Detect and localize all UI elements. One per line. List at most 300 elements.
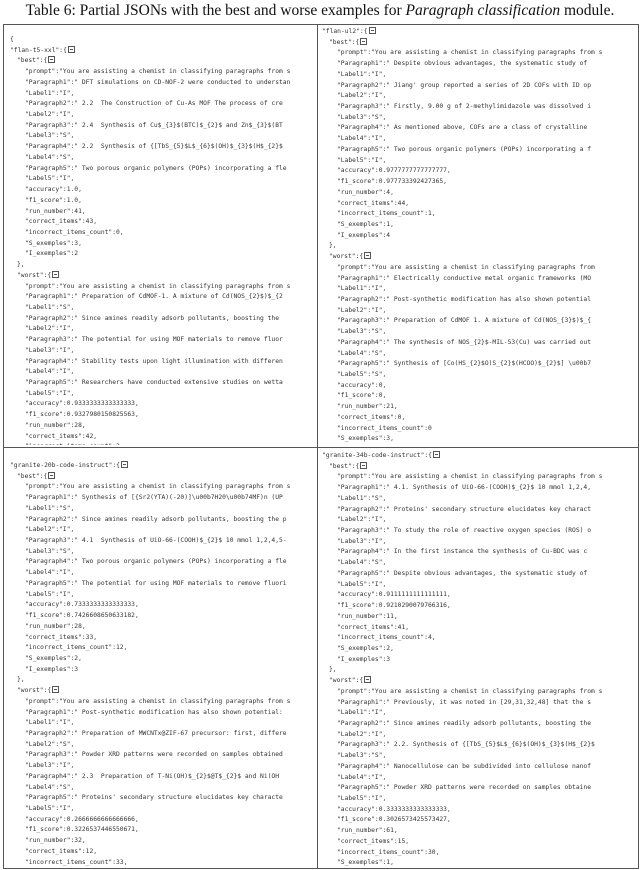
json-line-text: "Label1":"I",: [25, 719, 75, 727]
json-line-text: "Label2":"I",: [337, 730, 387, 738]
json-line: [322, 338, 636, 349]
json-line-text: "Paragraph1":" 4.1. Synthesis of UiO-66-(COOH)$_{2}$ 10 mmol 1,2,4,: [337, 484, 592, 492]
json-line: [322, 424, 636, 435]
json-line: [322, 773, 636, 784]
json-line-text: "Paragraph1":" Electrically conductive metal organic frameworks (MO: [337, 274, 592, 282]
json-line: [10, 153, 314, 164]
json-line: [322, 70, 636, 81]
panel-granite-34b-code-instruct: [322, 451, 636, 867]
json-line: [10, 482, 314, 493]
json-line: [10, 525, 314, 536]
json-line: [322, 263, 636, 274]
json-line: [322, 558, 636, 569]
json-line: [10, 67, 314, 78]
json-line: [322, 188, 636, 199]
json-line: [10, 579, 314, 590]
json-line-text: "Label3":"S",: [337, 752, 387, 760]
json-line: [322, 231, 636, 242]
json-line: [10, 472, 314, 483]
json-table: [3, 24, 639, 869]
json-line: [322, 612, 636, 623]
json-line-text: "correct_items":12,: [25, 847, 98, 855]
json-line-text: "accuracy":0.9111111111111111,: [337, 591, 451, 599]
json-line: [322, 494, 636, 505]
json-line-text: "correct_items":44,: [337, 199, 410, 207]
json-line: [10, 815, 314, 826]
json-line-text: "Paragraph3":" 2.4 Synthesis of Cu$_{3}$(BTC)$_{2}$ and Zn$_{3}$(BT: [25, 121, 283, 129]
json-line: [10, 568, 314, 579]
json-line-text: "Paragraph2":" Proteins' secondary structure elucidates key charact: [337, 505, 592, 513]
json-line: [10, 761, 314, 772]
json-line: [322, 687, 636, 698]
json-line-text: "Label3":"S",: [25, 132, 75, 140]
json-line: [322, 537, 636, 548]
json-line: [322, 306, 636, 317]
json-line-text: "Label5":"I",: [337, 156, 387, 164]
json-line-text: "Paragraph2":" Since amines readily adsorb pollutants, boosting the: [337, 719, 592, 727]
json-line-text: "f1_score":0.3026573425573427,: [337, 816, 451, 824]
json-line-text: "f1_score":0,: [337, 392, 387, 400]
json-line-text: "Paragraph5":" Researchers have conducted extensive studies on wetta: [25, 379, 283, 386]
json-line: [10, 110, 314, 121]
panel-granite-20b-code-instruct: [10, 461, 314, 866]
json-line: [322, 837, 636, 848]
json-line-text: "Label5":"I",: [25, 590, 75, 598]
json-line: [10, 836, 314, 847]
json-line-text: "Paragraph3":" The potential for using MOF materials to remove fluor: [25, 336, 283, 344]
json-line-text: "Label5":"I",: [337, 580, 387, 588]
json-line-text: "prompt":"You are assisting a chemist in classifying paragraphs from s: [25, 483, 291, 491]
json-line-text: },: [17, 261, 25, 269]
row-divider: [4, 447, 638, 448]
json-line: [322, 451, 636, 462]
json-line: [10, 89, 314, 100]
json-line-text: "Paragraph4":" The synthesis of NOS_{2}$-MIL-53(Cu) was carried out: [337, 338, 592, 346]
json-line-text: "best":{: [17, 57, 48, 65]
json-line-text: "granite-20b-code-instruct":{: [10, 462, 120, 469]
json-line-text: "run_number":32,: [25, 837, 86, 845]
json-line: [10, 367, 314, 378]
json-line-text: "Paragraph3":" Powder XRD patterns were recorded on samples obtained: [25, 751, 283, 759]
json-line: [10, 303, 314, 314]
json-line-text: "I_exemples":3: [25, 665, 79, 673]
json-line: [10, 121, 314, 132]
json-line: [10, 729, 314, 740]
json-line-text: "accuracy":0,: [337, 381, 387, 389]
json-line: [10, 78, 314, 89]
json-line-text: "best":{: [329, 462, 360, 470]
json-line-text: "prompt":"You are assisting a chemist in classifying paragraphs from s: [25, 697, 291, 705]
json-line-text: "Label2":"I",: [337, 92, 387, 100]
json-line: [10, 142, 314, 153]
json-line: [10, 847, 314, 858]
json-line-text: "Label4":"I",: [337, 773, 387, 781]
json-line-text: "Label2":"I",: [25, 111, 75, 119]
json-line-text: "run_number":61,: [337, 827, 398, 835]
json-line-text: "Label2":"I",: [25, 325, 75, 333]
json-line: [10, 131, 314, 142]
json-line-text: "Label2":"S",: [25, 740, 75, 748]
json-line-text: "S_exemples":1,: [337, 859, 394, 867]
json-line: [10, 772, 314, 783]
json-line-text: "incorrect_items_count":4,: [337, 634, 436, 642]
collapse-icon[interactable]: [48, 56, 55, 63]
json-line-text: "Label2":"I",: [337, 306, 387, 314]
json-line: [10, 633, 314, 644]
json-line-text: "f1_score":1.0,: [25, 196, 82, 204]
json-line: [322, 472, 636, 483]
json-line: [10, 740, 314, 751]
json-line-text: "accuracy":1.0,: [25, 186, 82, 194]
json-line-text: "Label3":"S",: [25, 547, 75, 555]
json-line: [322, 134, 636, 145]
collapse-icon[interactable]: [360, 462, 367, 469]
json-line-text: "Label1":"I",: [337, 70, 387, 78]
json-line-text: "Label2":"I",: [25, 526, 75, 534]
json-line-text: "best":{: [17, 472, 48, 480]
json-line-text: "Label4":"S",: [25, 783, 75, 791]
json-line: [10, 35, 314, 46]
json-line-text: "worst":{: [17, 687, 52, 695]
json-line: [10, 590, 314, 601]
json-line-text: "Label3":"I",: [25, 762, 75, 770]
json-line-text: "Label4":"S",: [337, 559, 387, 567]
json-line: [10, 389, 314, 400]
json-line: [322, 580, 636, 591]
json-line-text: "S_exemples":3,: [25, 239, 82, 247]
json-line-text: "Label1":"S",: [337, 494, 387, 502]
json-line-text: "Paragraph5":" Powder XRD patterns were recorded on samples obtaine: [337, 784, 592, 792]
json-line-text: "correct_items":33,: [25, 633, 98, 641]
json-line: [10, 654, 314, 665]
json-line: [322, 220, 636, 231]
json-line: [322, 794, 636, 805]
json-line-text: "Paragraph2":" Since amines readily adsorb pollutants, boosting the p: [25, 515, 287, 523]
json-line: [10, 622, 314, 633]
json-line: [322, 177, 636, 188]
json-line: [10, 314, 314, 325]
panel-flan-t5-xxl: [10, 35, 314, 445]
json-line: [322, 59, 636, 70]
json-line: [322, 826, 636, 837]
json-line: [322, 349, 636, 360]
json-line: [322, 740, 636, 751]
json-line-text: "Paragraph2":" Since amines readily adsorb pollutants, boosting the: [25, 314, 280, 322]
json-line: [322, 505, 636, 516]
json-line-text: "incorrect_items_count":30,: [337, 848, 440, 856]
json-line: [322, 145, 636, 156]
json-line-text: "I_exemples":3: [337, 655, 391, 663]
json-line-text: "run_number":21,: [337, 403, 398, 411]
json-line: [10, 750, 314, 761]
json-line: [10, 378, 314, 389]
json-line: [322, 526, 636, 537]
json-line-text: "Label3":"I",: [337, 537, 387, 545]
collapse-icon[interactable]: [369, 27, 376, 34]
json-line: [322, 719, 636, 730]
json-line-text: "f1_score":0.9210290079766316,: [337, 602, 451, 610]
json-line-text: "Label4":"S",: [337, 349, 387, 357]
json-line: [10, 282, 314, 293]
table-caption: [0, 1, 640, 21]
json-line: [322, 91, 636, 102]
json-line: [322, 633, 636, 644]
json-line: [322, 462, 636, 473]
json-line: [322, 295, 636, 306]
json-line-text: "Paragraph1":" Previously, it was noted in [29,31,32,48] that the s: [337, 698, 592, 706]
json-line: [322, 156, 636, 167]
json-line: [10, 557, 314, 568]
json-line-text: "S_exemples":2,: [337, 644, 394, 652]
json-line: [322, 381, 636, 392]
json-line-text: "Label1":"I",: [25, 89, 75, 97]
json-line-text: "prompt":"You are assisting a chemist in classifying paragraphs from s: [337, 473, 603, 481]
json-line-text: "Paragraph5":" Proteins' secondary structure elucidates key characte: [25, 794, 283, 802]
json-line: [10, 675, 314, 686]
json-line: [322, 413, 636, 424]
json-line: [10, 271, 314, 282]
json-line: [322, 102, 636, 113]
json-line: [322, 274, 636, 285]
json-line-text: "prompt":"You are assisting a chemist in classifying paragraphs from: [337, 263, 595, 271]
json-line: [10, 504, 314, 515]
json-line: [10, 536, 314, 547]
json-line-text: "accuracy":0.7333333333333333,: [25, 601, 139, 609]
json-line: [322, 166, 636, 177]
json-line-text: "Label1":"I",: [337, 285, 387, 293]
json-line-text: "accuracy":0.9333333333333333,: [25, 400, 139, 408]
json-line: [10, 793, 314, 804]
json-line-text: "Paragraph5":" Two porous organic polymers (POPs) incorporating a fle: [25, 164, 287, 172]
json-line: [10, 357, 314, 368]
json-line: [10, 249, 314, 260]
json-line: [10, 697, 314, 708]
json-line-text: "run_number":11,: [337, 612, 398, 620]
json-line: [322, 783, 636, 794]
json-line: [10, 335, 314, 346]
json-line: [10, 804, 314, 815]
json-line-text: "accuracy":0.3333333333333333,: [337, 805, 451, 813]
json-line: [10, 515, 314, 526]
json-line-text: "worst":{: [17, 271, 52, 279]
json-line-text: "Paragraph4":" Two porous organic polymers (POPs) incorporating a fle: [25, 558, 287, 566]
json-line-text: "Label5":"I",: [25, 175, 75, 183]
collapse-icon[interactable]: [360, 38, 367, 45]
json-line-text: "Paragraph1":" DFT simulations on CD-NOF-2 were conducted to understan: [25, 78, 291, 86]
json-line-text: "correct_items":41,: [337, 623, 410, 631]
json-line-text: "incorrect_items_count":33,: [25, 858, 128, 866]
json-line: [322, 644, 636, 655]
json-line-text: "f1_score":0.9327980150825563,: [25, 411, 139, 419]
json-line: [322, 601, 636, 612]
json-line: [322, 547, 636, 558]
json-line-text: "Label4":"I",: [25, 569, 75, 577]
json-line-text: "Paragraph3":" 2.2. Synthesis of {[TbS_{5}$L$_{6}$(OH)$_{3}$(H$_{2}$: [337, 741, 595, 749]
json-line: [10, 442, 314, 445]
json-line: [322, 113, 636, 124]
json-line-text: "Paragraph4":" Nanocellulose can be subdivided into cellulose nanof: [337, 762, 592, 770]
json-line-text: "Paragraph4":" Stability tests upon light illumination with differen: [25, 357, 283, 365]
json-line: [322, 402, 636, 413]
json-line: [322, 655, 636, 666]
json-line: [322, 27, 636, 38]
json-line-text: "Paragraph4":" In the first instance the synthesis of Cu-BDC was c: [337, 548, 588, 556]
json-line-text: "prompt":"You are assisting a chemist in classifying paragraphs from s: [25, 282, 291, 290]
json-line-text: "best":{: [329, 38, 360, 46]
json-line: [322, 252, 636, 263]
json-line-text: "run_number":41,: [25, 207, 86, 215]
json-line: [10, 421, 314, 432]
json-line-text: "f1_score":0.977733392427365,: [337, 178, 447, 186]
json-line-text: "correct_items":43,: [25, 218, 98, 226]
json-line: [322, 708, 636, 719]
json-line: [322, 359, 636, 370]
json-line-text: "incorrect_items_count":0,: [25, 228, 124, 236]
json-line: [10, 600, 314, 611]
json-line-text: "I_exemples":4: [337, 231, 391, 239]
json-line: [10, 611, 314, 622]
json-line: [322, 730, 636, 741]
json-line-text: "worst":{: [329, 253, 364, 261]
json-line: [322, 805, 636, 816]
json-line-text: "correct_items":15,: [337, 837, 410, 845]
json-line-text: "run_number":4,: [337, 188, 394, 196]
json-line: [322, 665, 636, 676]
json-line-text: },: [329, 242, 337, 250]
json-line-text: },: [329, 666, 337, 674]
json-line: [322, 676, 636, 687]
json-line-text: "flan-ul2":{: [322, 28, 368, 35]
json-line: [322, 284, 636, 295]
json-line-text: "prompt":"You are assisting a chemist in classifying paragraphs from s: [337, 687, 603, 695]
caption-suffix: module.: [560, 2, 615, 19]
json-line-text: "Label5":"S",: [337, 371, 387, 378]
json-line-text: "Paragraph3":" Firstly, 9.00 g of 2-methylimidazole was dissolved i: [337, 103, 592, 111]
json-line-text: "Paragraph5":" Despite obvious advantages, the systematic study of: [337, 569, 588, 577]
json-line-text: "S_exemples":3,: [337, 435, 394, 443]
json-line: [322, 241, 636, 252]
json-line-text: "Paragraph1":" Post-synthetic modification has also shown potential:: [25, 708, 283, 716]
json-line-text: "prompt":"You are assisting a chemist in classifying paragraphs from s: [25, 68, 291, 76]
json-line: [10, 399, 314, 410]
json-line-text: "f1_score":0.3226537446550671,: [25, 826, 139, 834]
collapse-icon[interactable]: [52, 271, 59, 278]
json-line: [322, 590, 636, 601]
json-line-text: "Label4":"S",: [25, 153, 75, 161]
json-line: [322, 123, 636, 134]
json-line-text: "Paragraph3":" Preparation of CdMOF 1. A mixture of Cd(NOS_{3}$)$_{: [337, 317, 592, 325]
json-line-text: "incorrect_items_count":0: [337, 424, 432, 432]
collapse-icon[interactable]: [68, 46, 75, 53]
json-line-text: "prompt":"You are assisting a chemist in classifying paragraphs from s: [337, 49, 603, 57]
json-line-text: "Label4":"I",: [337, 135, 387, 143]
json-line: [322, 698, 636, 709]
json-line: [10, 196, 314, 207]
json-line-text: "Label1":"I",: [337, 709, 387, 717]
collapse-icon[interactable]: [121, 461, 128, 468]
json-line-text: "Paragraph5":" The potential for using MOF materials to remove fluori: [25, 579, 287, 587]
json-line: [10, 708, 314, 719]
json-line: [322, 316, 636, 327]
json-line: [10, 56, 314, 67]
json-line-text: "Paragraph4":" 2.3 Preparation of T-Ni(OH)$_{2}$@T$_{2}$ and Ni(OH: [25, 772, 280, 780]
json-line-text: "Paragraph2":" Preparation of MWCNTx@ZIF-67 precursor: first, differe: [25, 729, 287, 737]
json-line: [322, 848, 636, 859]
json-line: [10, 217, 314, 228]
json-line-text: "Paragraph2":" Post-synthetic modification has also shown potential: [337, 295, 592, 303]
json-line: [10, 858, 314, 866]
json-line-text: "Paragraph4":" As mentioned above, COFs are a class of crystalline: [337, 124, 588, 132]
json-line: [10, 410, 314, 421]
caption-emphasis: Paragraph classification: [405, 2, 561, 19]
collapse-icon[interactable]: [52, 686, 59, 693]
json-line: [10, 185, 314, 196]
json-line-text: "accuracy":0.2666666666666666,: [25, 815, 139, 823]
json-line-text: "Label1":"S",: [25, 504, 75, 512]
json-line: [322, 434, 636, 445]
json-line-text: "incorrect_items_count":12,: [25, 644, 128, 652]
json-line: [10, 324, 314, 335]
json-line: [322, 199, 636, 210]
json-line-text: "S_exemples":1,: [337, 220, 394, 228]
json-line-text: "Label5":"I",: [25, 805, 75, 812]
json-line-text: "accuracy":0.9777777777777777,: [337, 167, 451, 175]
json-line-text: "Paragraph4":" 2.2 Synthesis of {[TbS_{5}$L$_{6}$(OH)$_{3}$(H$_{2}$: [25, 143, 283, 151]
collapse-icon[interactable]: [364, 676, 371, 683]
json-line-text: },: [17, 676, 25, 684]
json-line-text: "Paragraph3":" To study the role of reactive oxygen species (ROS) o: [337, 527, 592, 535]
json-line: [10, 207, 314, 218]
json-line-text: "Label5":"I",: [25, 389, 75, 397]
json-line-text: [25, 443, 124, 445]
json-line: [322, 623, 636, 634]
json-line: [10, 260, 314, 271]
json-line: [322, 515, 636, 526]
json-line: [10, 164, 314, 175]
json-line-text: "Label3":"S",: [337, 328, 387, 336]
json-line-text: "Paragraph2":" 2.2 The Construction of Cu-As MOF The process of cre: [25, 100, 283, 108]
json-line-text: "Paragraph1":" Preparation of CdMOF-1. A mixture of Cd(NOS_{2}$)$_{2: [25, 293, 283, 301]
json-line-text: "granite-34b-code-instruct":{: [322, 452, 432, 459]
json-line-text: "incorrect_items_count":1,: [337, 210, 436, 218]
json-line-text: "Paragraph2":" Jiang' group reported a series of 2D COFs with ID op: [337, 81, 592, 89]
json-line: [10, 686, 314, 697]
json-line-text: "Paragraph1":" Despite obvious advantages, the systematic study of: [337, 60, 588, 68]
json-line-text: "Paragraph3":" 4.1 Synthesis of UiO-66-(COOH)$_{2}$ 10 mmol 1,2,4,5-: [25, 537, 287, 545]
json-line-text: "Paragraph5":" Two porous organic polymers (POPs) incorporating a f: [337, 145, 592, 153]
json-line: [10, 493, 314, 504]
json-line: [10, 228, 314, 239]
json-line-text: {: [10, 36, 14, 43]
json-line: [10, 432, 314, 443]
json-line: [10, 292, 314, 303]
collapse-icon[interactable]: [433, 451, 440, 458]
json-line: [10, 346, 314, 357]
json-line: [322, 815, 636, 826]
json-line: [322, 569, 636, 580]
collapse-icon[interactable]: [364, 252, 371, 259]
json-line: [322, 38, 636, 49]
json-line-text: "Label1":"S",: [25, 303, 75, 311]
collapse-icon[interactable]: [48, 472, 55, 479]
json-line-text: "run_number":28,: [25, 421, 86, 429]
json-line-text: "Paragraph5":" Synthesis of [Co(HS_{2}$O)S_{2}$(HCOO)$_{2}$] \u00b7: [337, 360, 592, 368]
json-line: [10, 46, 314, 57]
json-line-text: "correct_items":0,: [337, 413, 406, 421]
json-line: [322, 370, 636, 381]
json-line: [322, 483, 636, 494]
json-line: [322, 391, 636, 402]
